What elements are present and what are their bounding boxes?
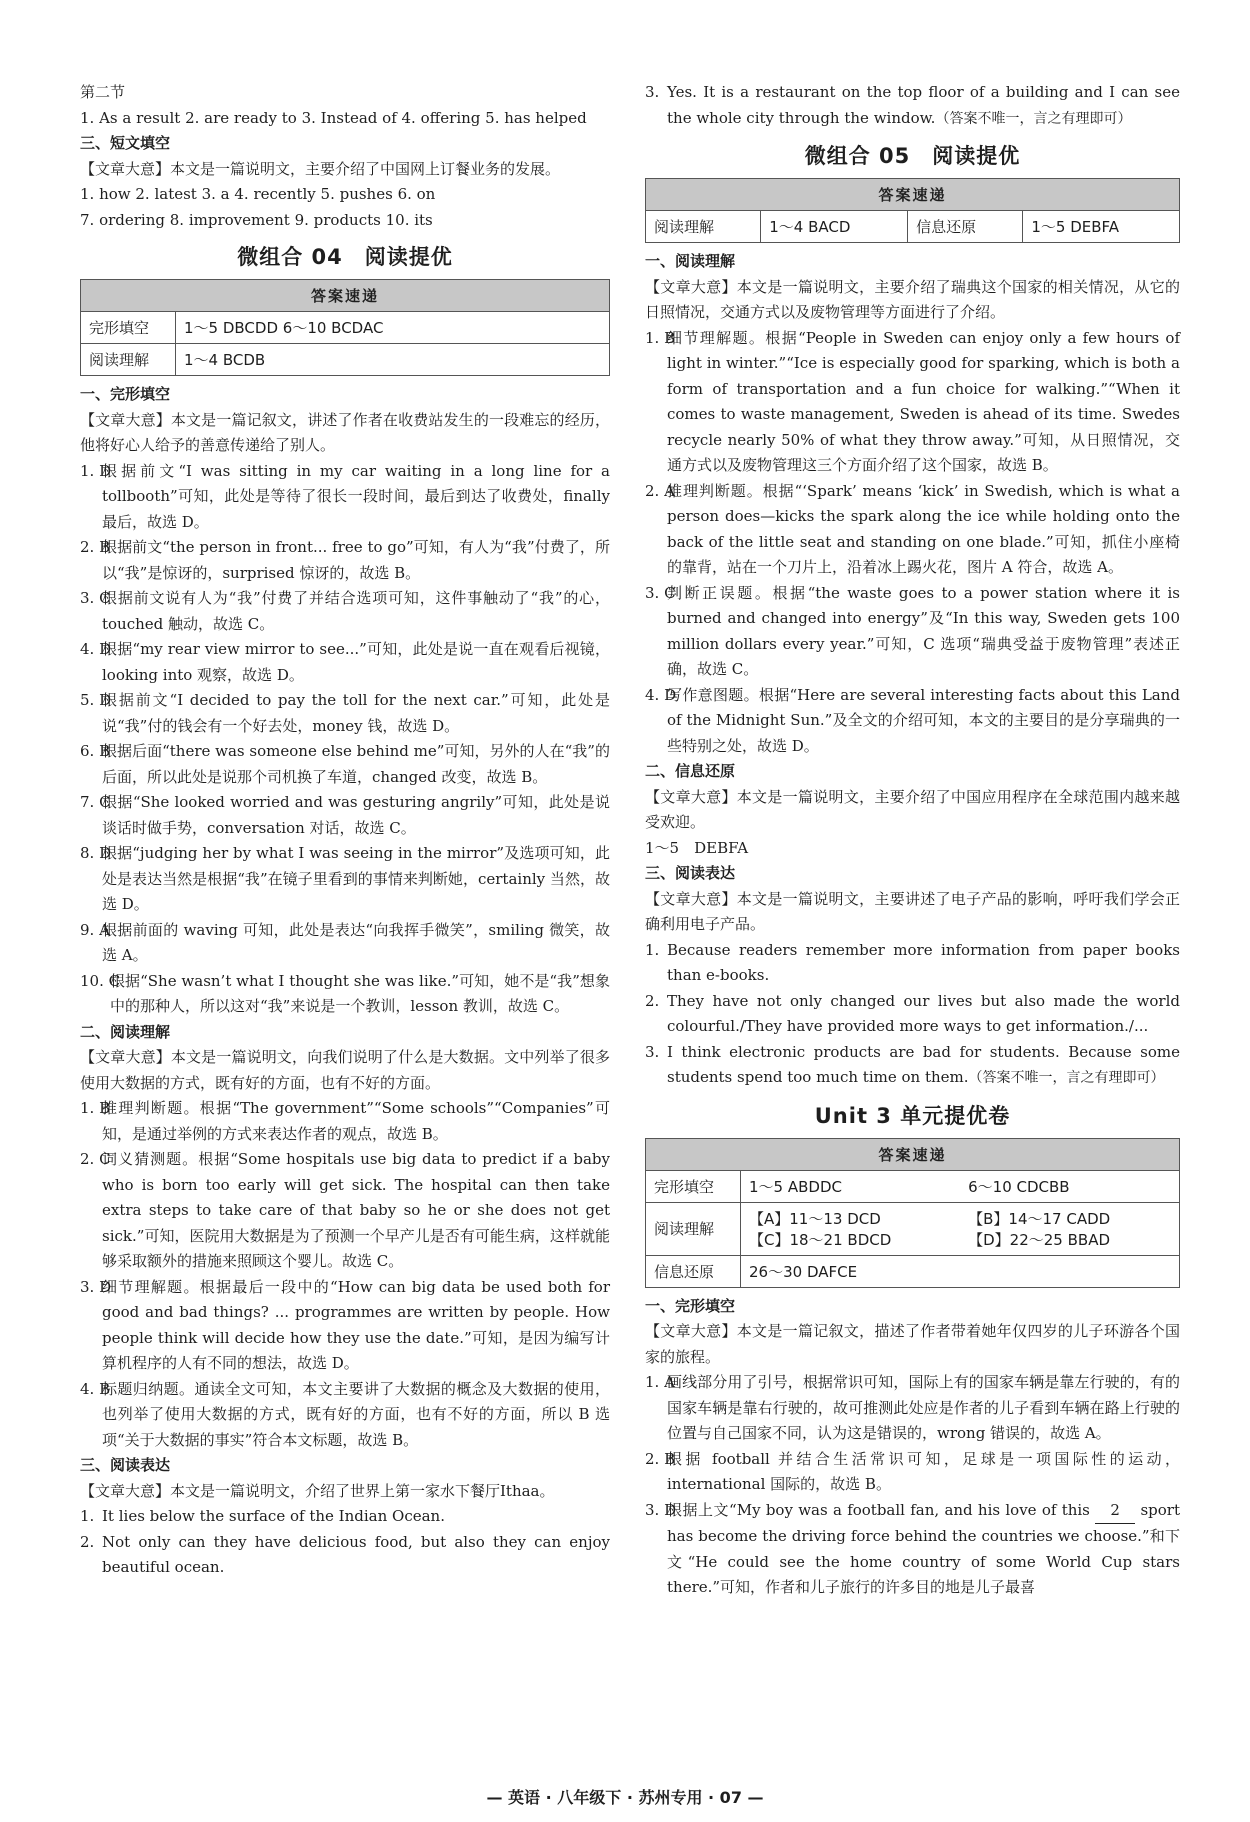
answer-value: 1～4 BCDB (176, 344, 610, 376)
list-item: 2. They have not only changed our lives but also made the world colourful./They have provided more ways to get information./... (645, 991, 1180, 1035)
answer-value: 26～30 DAFCE (741, 1255, 1180, 1287)
unit-3-title: Unit 3 单元提优卷 (814, 1103, 1011, 1128)
answer-value: 1～5 ABDDC (741, 1170, 961, 1202)
right-column (645, 80, 1180, 1601)
part-3-title: 三、阅读表达 (80, 1456, 171, 1474)
answer-value: 【C】18～21 BDCD (749, 1230, 892, 1249)
answer-label: 阅读理解 (646, 211, 761, 243)
section-3-answers-2: 7. ordering 8. improvement 9. products 10. its (80, 210, 433, 229)
list-item: 2. A 推理判断题。根据“‘Spark’ means ‘kick’ in Swedish, which is what a person does—kicks the spark along the ice while holding onto the back of the little seat and standing on one blade.”可知，抓住小座椅的靠背，站在一个刀片上，沿着冰上踢火花，图片 A 符合，故选 A。 (645, 481, 1180, 576)
group-04-title: 微组合 04 阅读提优 (237, 245, 453, 269)
list-item: 3. I think electronic products are bad for students. Because some students spend too much time on them.（答案不唯一，言之有理即可） (645, 1042, 1180, 1086)
section-2-answers: 1. As a result 2. are ready to 3. Instead of 4. offering 5. has helped (80, 108, 587, 127)
answer-table-head: 答案速递 (646, 179, 1180, 211)
list-item: 3. D 根据上文“My boy was a football fan, and his love of this 2 sport has become the driving force behind the countries we choose.”和下文“He could see the home country of some World Cup stars there.”可知，作者和儿子旅行的许多目的地是儿子最喜 (645, 1498, 1180, 1601)
list-item: 3. C 判断正误题。根据“the waste goes to a power station where it is burned and changed into energy”及“In this way, Sweden gets 100 million dollars every year.”可知，C 选项“瑞典受益于废物管理”表述正确，故选 C。 (645, 583, 1180, 678)
list-item: 1. Because readers remember more information from paper books than e-books. (645, 940, 1180, 984)
list-item: 4. D 根据“my rear view mirror to see...”可知，此处是说一直在观看后视镜，looking into 观察，故选 D。 (80, 640, 610, 684)
u-part-1-summary: 【文章大意】本文是一篇记叙文，描述了作者带着她年仅四岁的儿子环游各个国家的旅程。 (645, 1322, 1180, 1366)
r-part-2-answer: 1～5 DEBFA (645, 838, 749, 857)
list-item: 8. D 根据“judging her by what I was seeing in the mirror”及选项可知，此处是表达当然是根据“我”在镜子里看到的事情来判断她，certainly 当然，故选 D。 (80, 844, 610, 913)
r-part-3-title: 三、阅读表达 (645, 864, 736, 882)
section-3-title: 三、短文填空 (80, 134, 171, 152)
list-item: 1. A 画线部分用了引号，根据常识可知，国际上有的国家车辆是靠左行驶的，有的国家车辆是靠右行驶的，故可推测此处应是作者的儿子看到车辆在路上行驶的位置与自己国家不同，认为这是错误的，wrong 错误的，故选 A。 (645, 1373, 1180, 1442)
list-item: 2. B 根据 football 并结合生活常识可知，足球是一项国际性的运动，international 国际的，故选 B。 (645, 1449, 1180, 1493)
u-part-1-title: 一、完形填空 (645, 1296, 736, 1315)
r-part-3-summary: 【文章大意】本文是一篇说明文，主要讲述了电子产品的影响，呼吁我们学会正确利用电子产品。 (645, 889, 1180, 933)
list-item: 2. B 根据前文“the person in front... free to go”可知，有人为“我”付费了，所以“我”是惊讶的，surprised 惊讶的，故选 B。 (80, 538, 610, 582)
part-1-items (80, 459, 610, 1020)
answer-label: 阅读理解 (81, 344, 176, 376)
blank-number: 2 (1095, 1498, 1135, 1525)
answer-label: 信息还原 (908, 211, 1023, 243)
unit-3-answer-table (645, 1138, 1180, 1288)
group-05-title: 微组合 05 阅读提优 (804, 144, 1021, 168)
left-column (80, 80, 610, 1581)
list-item: 7. C 根据“She looked worried and was gesturing angrily”可知，此处是说谈话时做手势，conversation 对话，故选 C。 (80, 793, 610, 837)
list-item: 10. C 根据“She wasn’t what I thought she was like.”可知，她不是“我”想象中的那种人，所以这对“我”来说是一个教训，lesson 教训，故选 C。 (80, 971, 610, 1015)
part-3-summary: 【文章大意】本文是一篇说明文，介绍了世界上第一家水下餐厅Ithaa。 (80, 1481, 555, 1500)
answer-value: 【D】22～25 BBAD (968, 1230, 1111, 1249)
list-item: 6. B 根据后面“there was someone else behind me”可知，另外的人在“我”的后面，所以此处是说那个司机换了车道，changed 改变，故选 B。 (80, 742, 610, 786)
part-2-summary: 【文章大意】本文是一篇说明文，向我们说明了什么是大数据。文中列举了很多使用大数据的方式，既有好的方面，也有不好的方面。 (80, 1048, 610, 1092)
page-footer: — 英语 · 八年级下 · 苏州专用 · 07 — (486, 1788, 764, 1807)
answer-value: 【B】14～17 CADD (968, 1209, 1111, 1228)
r-part-1-title: 一、阅读理解 (645, 252, 736, 270)
answer-value: 1～5 DEBFA (1023, 211, 1180, 243)
r-part-1-summary: 【文章大意】本文是一篇说明文，主要介绍了瑞典这个国家的相关情况，从它的日照情况，交通方式以及废物管理等方面进行了介绍。 (645, 277, 1180, 321)
list-item: 4. D 写作意图题。根据“Here are several interesting facts about this Land of the Midnight Sun.”及全文的介绍可知，本文的主要目的是分享瑞典的一些特别之处，故选 D。 (645, 685, 1180, 755)
list-item: 1. D 根据前文“I was sitting in my car waiting in a long line for a tollbooth”可知，此处是等待了很长一段时间，最后到达了收费处，finally 最后，故选 D。 (80, 461, 610, 531)
list-item: 5. D 根据前文“I decided to pay the toll for the next car.”可知，此处是说“我”付的钱会有一个好去处，money 钱，故选 D。 (80, 691, 610, 735)
answer-value: 1～4 BACD (761, 211, 908, 243)
r-part-2-title: 二、信息还原 (645, 762, 736, 780)
list-item: 2. C 词义猜测题。根据“Some hospitals use big data to predict if a baby who is born too early will get sick. The hospital can then take extra steps to take care of that baby so he or she does not get sick.”可知，医院用大数据是为了预测一个早产儿是否有可能生病，这样就能够采取额外的措施来照顾这个婴儿。故选 C。 (80, 1150, 610, 1270)
part-2-items (80, 1096, 610, 1453)
list-item: 1. B 推理判断题。根据“The government”“Some schools”“Companies”可知，是通过举例的方式来表达作者的观点，故选 B。 (80, 1099, 610, 1143)
answer-value: 6～10 CDCBB (960, 1170, 1179, 1202)
answer-label: 阅读理解 (646, 1202, 741, 1255)
answer-label: 完形填空 (81, 312, 176, 344)
section-2-title: 第二节 (80, 83, 126, 101)
section-3-answers-1: 1. how 2. latest 3. a 4. recently 5. pushes 6. on (80, 185, 436, 203)
answer-label: 完形填空 (646, 1170, 741, 1202)
part-2-title: 二、阅读理解 (80, 1022, 171, 1041)
answer-value: 【A】11～13 DCD (749, 1209, 881, 1228)
list-item: 3. Yes. It is a restaurant on the top floor of a building and I can see the whole city through the window.（答案不唯一，言之有理即可） (645, 83, 1180, 127)
list-item: 4. B 标题归纳题。通读全文可知，本文主要讲了大数据的概念及大数据的使用，也列举了使用大数据的方式，既有好的方面，也有不好的方面，所以 B 选项“关于大数据的事实”符合本文标题，故选 B。 (80, 1379, 610, 1449)
answer-label: 信息还原 (646, 1255, 741, 1287)
r-part-2-summary: 【文章大意】本文是一篇说明文，主要介绍了中国应用程序在全球范围内越来越受欢迎。 (645, 787, 1180, 831)
list-item: 1. B 细节理解题。根据“People in Sweden can enjoy only a few hours of light in winter.”“Ice is especially good for sparking, which is both a form of transportation and a fun choice for walking.”“When it comes to waste management, Sweden is ahead of its time. Swedes recycle nearly 50% of what they throw away.”可知，从日照情况，交通方式以及废物管理这三个方面介绍了这个国家，故选 B。 (645, 328, 1180, 474)
section-3-summary: 【文章大意】本文是一篇说明文，主要介绍了中国网上订餐业务的发展。 (80, 159, 561, 178)
part-1-summary: 【文章大意】本文是一篇记叙文，讲述了作者在收费站发生的一段难忘的经历，他将好心人给予的善意传递给了别人。 (80, 410, 610, 454)
answer-table-head: 答案速递 (646, 1138, 1180, 1170)
group-04-answer-table (80, 279, 610, 376)
answer-value: 1～5 DBCDD 6～10 BCDAC (176, 312, 610, 344)
group-05-answer-table (645, 178, 1180, 243)
part-1-title: 一、完形填空 (80, 385, 171, 403)
list-item: 3. C 根据前文说有人为“我”付费了并结合选项可知，这件事触动了“我”的心，touched 触动，故选 C。 (80, 589, 610, 633)
list-item: 1. It lies below the surface of the Indian Ocean. (80, 1507, 445, 1525)
list-item: 2. Not only can they have delicious food, but also they can enjoy beautiful ocean. (80, 1532, 610, 1576)
answer-table-head: 答案速递 (81, 280, 610, 312)
list-item: 3. D 细节理解题。根据最后一段中的“How can big data be used both for good and bad things? ... programmes are written by people. How people think will decide how they use the date.”可知，是因为编写计算机程序的人有不同的想法，故选 D。 (80, 1277, 610, 1372)
list-item: 9. A 根据前面的 waving 可知，此处是表达“向我挥手微笑”，smiling 微笑，故选 A。 (80, 920, 610, 964)
